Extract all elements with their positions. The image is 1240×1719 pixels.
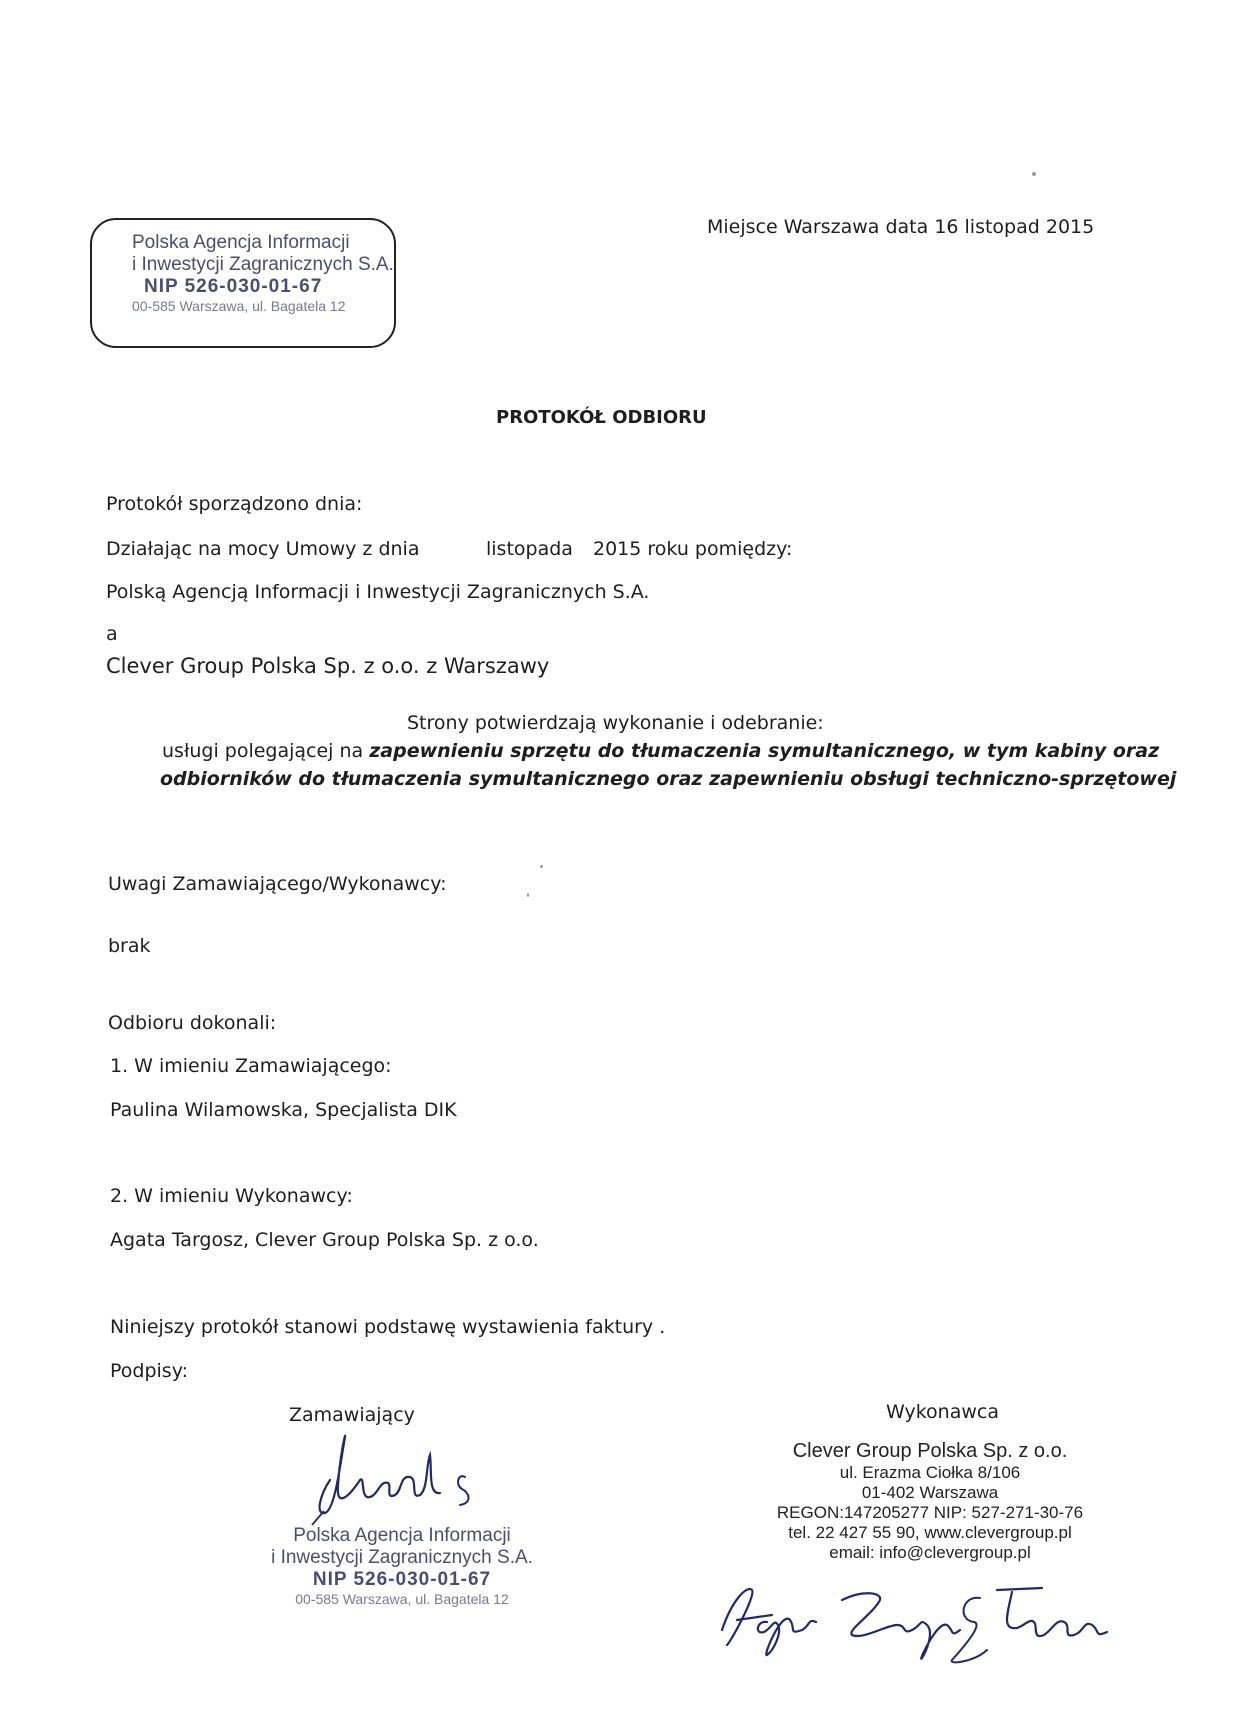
ordering-party-label: 1. W imieniu Zamawiającego: xyxy=(110,1055,392,1077)
acceptance-label: Odbioru dokonali: xyxy=(108,1012,277,1034)
contractor-stamp xyxy=(760,1440,1100,1563)
party-one: Polską Agencją Informacji i Inwestycji Zagranicznych S.A. xyxy=(106,581,650,603)
signature-heading-ordering: Zamawiający xyxy=(289,1404,415,1426)
contractor-stamp-city: 01-402 Warszawa xyxy=(861,1483,999,1502)
scan-speck xyxy=(540,865,543,868)
service-line-2: odbiorników do tłumaczenia symultanicznego oraz zapewnieniu obsługi techniczno-sprzętowej xyxy=(160,768,1177,790)
party-two: Clever Group Polska Sp. z o.o. z Warszawy xyxy=(106,654,550,678)
acting-suffix: 2015 roku pomiędzy: xyxy=(593,538,793,560)
invoice-basis: Niniejszy protokół stanowi podstawę wystawienia faktury . xyxy=(110,1316,666,1338)
signature-heading-contractor: Wykonawca xyxy=(886,1401,999,1423)
stamp-nip: NIP 526-030-01-67 xyxy=(144,275,323,297)
company-stamp-top xyxy=(90,218,396,348)
confirmation-text: Strony potwierdzają wykonanie i odebranie: xyxy=(407,712,824,734)
contractor-stamp-name: Clever Group Polska Sp. z o.o. xyxy=(792,1440,1068,1462)
acting-prefix: Działając na mocy Umowy z dnia xyxy=(106,538,420,560)
ordering-signature xyxy=(300,1425,500,1535)
service-italic-1: zapewnieniu sprzętu do tłumaczenia symultanicznego, w tym kabiny oraz xyxy=(369,740,1160,762)
place-date: Miejsce Warszawa data 16 listopad 2015 xyxy=(707,216,1095,238)
stamp-bottom-line-2: i Inwestycji Zagranicznych S.A. xyxy=(271,1546,533,1568)
ordering-party-person: Paulina Wilamowska, Specjalista DIK xyxy=(110,1099,457,1121)
contractor-stamp-email: email: info@clevergroup.pl xyxy=(829,1543,1031,1562)
stamp-address: 00-585 Warszawa, ul. Bagatela 12 xyxy=(132,297,346,314)
contractor-stamp-street: ul. Erazma Ciołka 8/106 xyxy=(839,1463,1021,1482)
stamp-bottom-nip: NIP 526-030-01-67 xyxy=(312,1568,492,1590)
contractor-label: 2. W imieniu Wykonawcy: xyxy=(110,1185,353,1207)
stamp-bottom-line-1: Polska Agencja Informacji xyxy=(293,1525,511,1546)
acting-month: listopada xyxy=(486,538,573,560)
scan-speck xyxy=(1032,172,1036,176)
signatures-label: Podpisy: xyxy=(110,1360,188,1382)
contractor-stamp-ids: REGON:147205277 NIP: 527-271-30-76 xyxy=(776,1503,1084,1522)
contractor-stamp-contact: tel. 22 427 55 90, www.clevergroup.pl xyxy=(788,1523,1072,1542)
scan-speck xyxy=(527,893,529,897)
conjunction-and: a xyxy=(106,623,118,645)
contractor-person: Agata Targosz, Clever Group Polska Sp. z o.o. xyxy=(110,1229,539,1251)
company-stamp-bottom xyxy=(262,1525,542,1607)
stamp-line-2: i Inwestycji Zagranicznych S.A. xyxy=(132,253,394,275)
contractor-signature xyxy=(712,1570,1122,1670)
service-prefix: usługi polegającej na xyxy=(162,740,364,762)
stamp-line-1: Polska Agencja Informacji xyxy=(132,232,350,253)
document-title: PROTOKÓŁ ODBIORU xyxy=(496,407,707,428)
stamp-bottom-address: 00-585 Warszawa, ul. Bagatela 12 xyxy=(295,1590,509,1607)
service-line-1 xyxy=(162,739,1159,763)
remarks-label: Uwagi Zamawiającego/Wykonawcy: xyxy=(108,873,447,895)
remarks-value: brak xyxy=(108,935,151,957)
drawn-up-label: Protokół sporządzono dnia: xyxy=(106,493,363,515)
